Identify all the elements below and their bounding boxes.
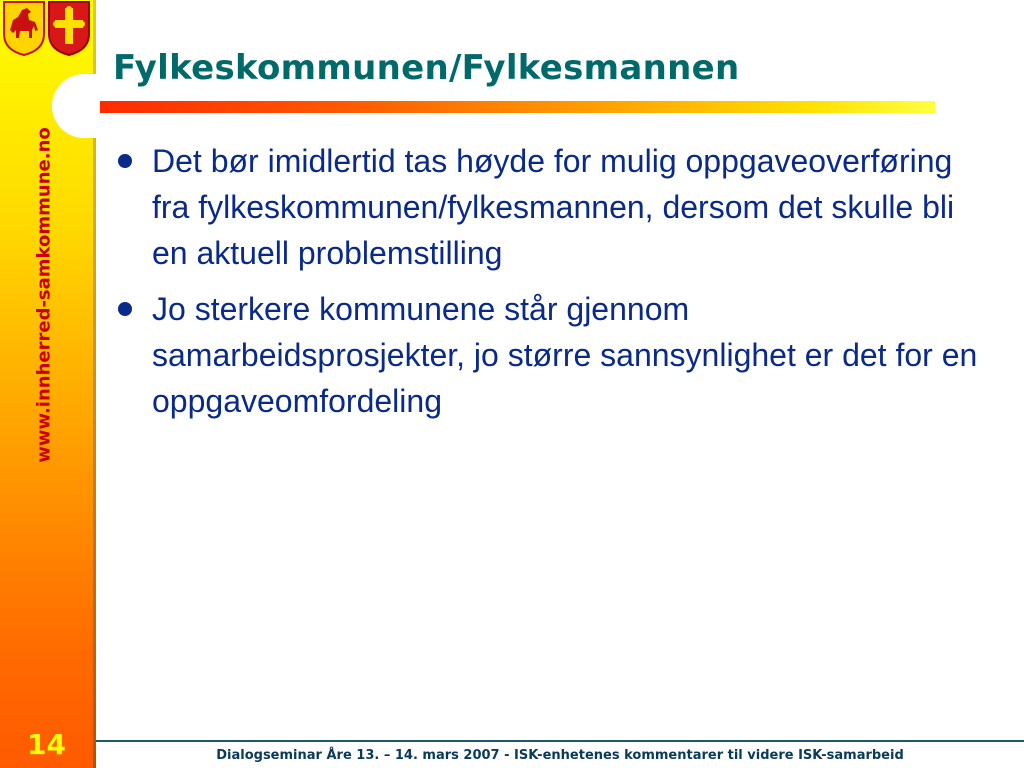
bullet-dot-icon	[118, 154, 132, 168]
bullet-list	[118, 138, 978, 434]
bullet-item	[118, 138, 978, 276]
bullet-text: Det bør imidlertid tas høyde for mulig oppgaveoverføring fra fylkeskommunen/fylkesmannen, dersom det skulle bli en aktuell problemstilling	[152, 143, 955, 271]
bullet-dot-icon	[118, 302, 132, 316]
horse-crest-icon	[2, 0, 46, 56]
bullet-text: Jo sterkere kommunene står gjennom samarbeidsprosjekter, jo større sannsynlighet er det for en oppgaveomfordeling	[152, 291, 978, 419]
page-number: 14	[27, 728, 66, 761]
slide-title: Fylkeskommunen/Fylkesmannen	[113, 48, 740, 88]
footer-text: Dialogseminar Åre 13. – 14. mars 2007 - ISK-enhetenes kommentarer til videre ISK-samarbeid	[216, 748, 904, 763]
footer-divider	[96, 740, 1024, 742]
bullet-item	[118, 286, 978, 424]
title-underline-bar	[100, 101, 935, 113]
sidebar-url[interactable]: www.innherred-samkommune.no	[33, 127, 55, 463]
cross-crest-icon	[47, 0, 91, 56]
